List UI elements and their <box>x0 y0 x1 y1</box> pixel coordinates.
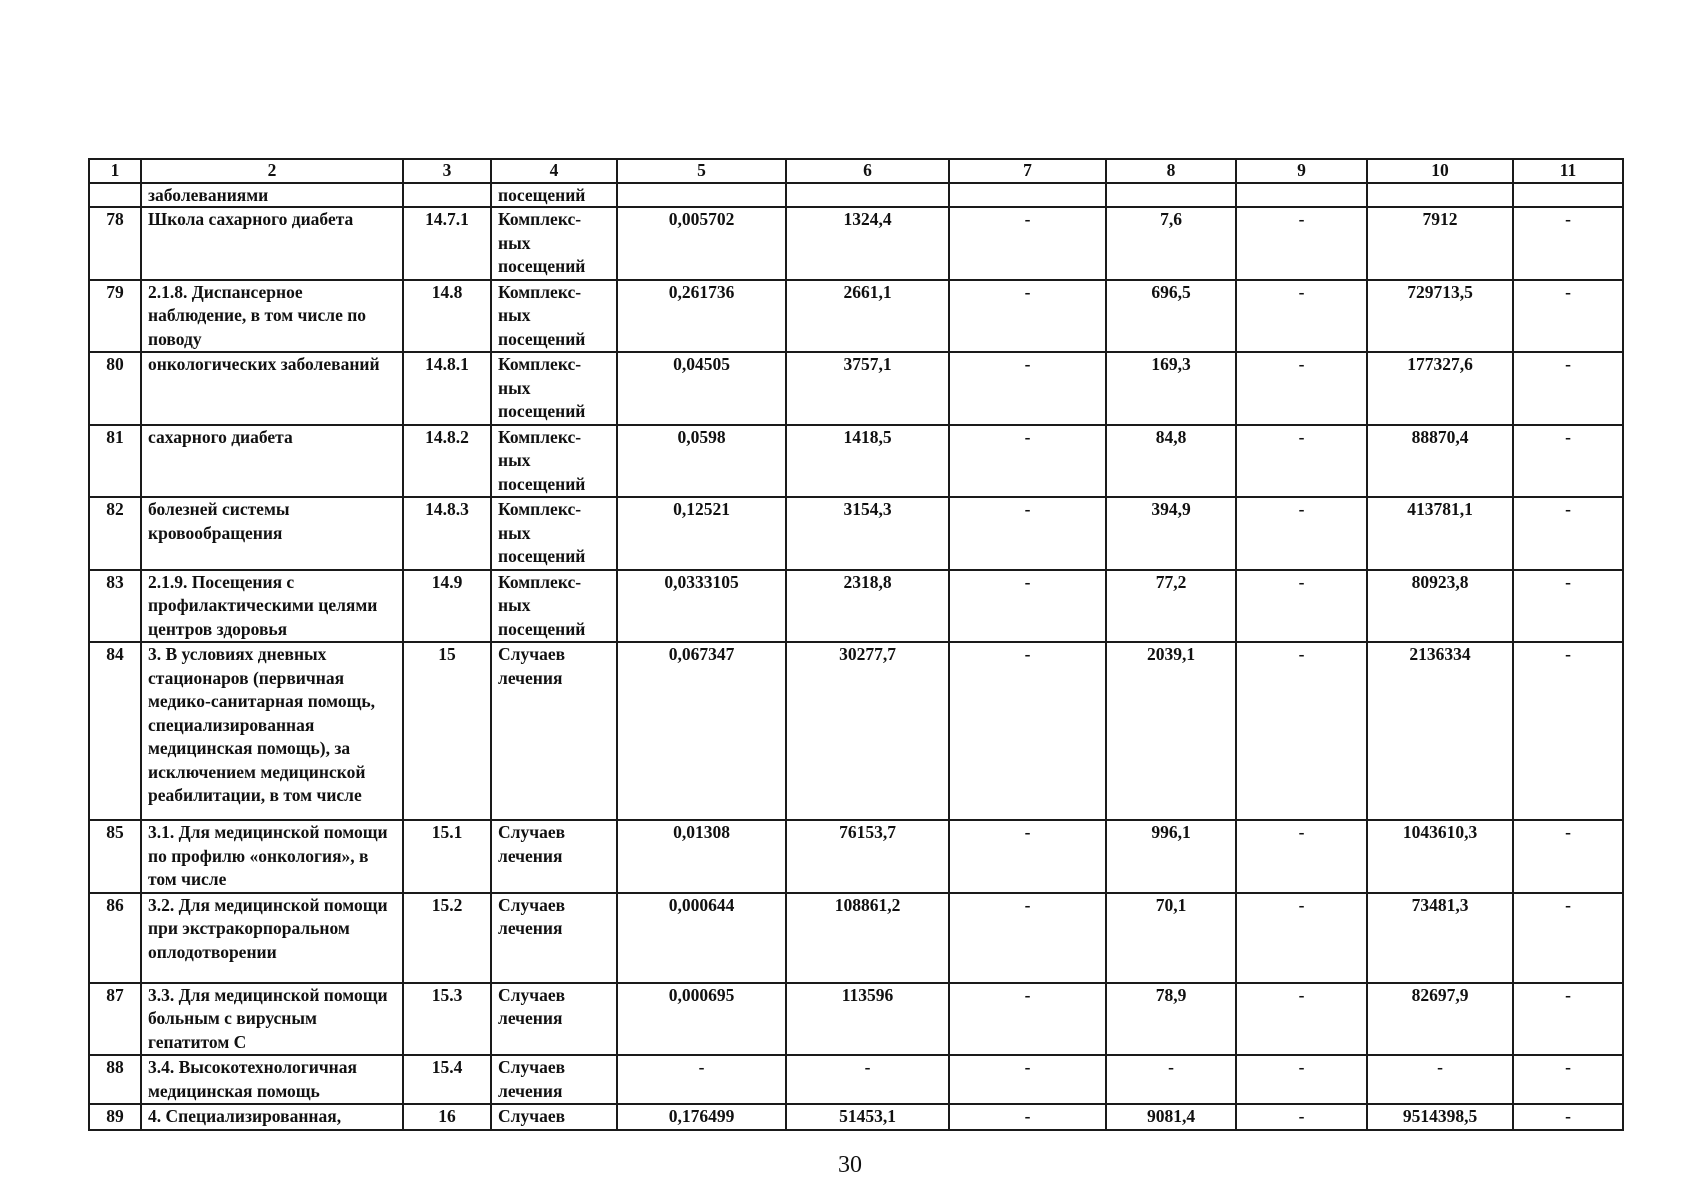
table-cell-number: 80 <box>89 352 141 425</box>
table-cell-col11: - <box>1513 352 1623 425</box>
table-cell-col10: - <box>1367 1055 1513 1104</box>
table-cell-col9: - <box>1236 280 1367 353</box>
table-cell-col6: - <box>786 1055 949 1104</box>
table-cell-col9: - <box>1236 207 1367 280</box>
table-cell-unit: Комплекс- ных посещений <box>491 280 617 353</box>
table-cell-col11: - <box>1513 642 1623 820</box>
table-cell-col7: - <box>949 497 1106 570</box>
table-cell-col5: 0,261736 <box>617 280 786 353</box>
table-cell-name: заболеваниями <box>141 183 403 207</box>
table-cell-col9: - <box>1236 1104 1367 1130</box>
table-cell-col7: - <box>949 820 1106 893</box>
table-cell-col11: - <box>1513 425 1623 498</box>
table-row <box>89 497 1623 570</box>
table-cell-code: 15 <box>403 642 491 820</box>
table-cell-col8: 84,8 <box>1106 425 1236 498</box>
table-cell-unit: Комплекс- ных посещений <box>491 570 617 643</box>
table-cell-col10: 1043610,3 <box>1367 820 1513 893</box>
table-cell-col10: 80923,8 <box>1367 570 1513 643</box>
table-cell-name: Школа сахарного диабета <box>141 207 403 280</box>
table-cell-col5: 0,176499 <box>617 1104 786 1130</box>
table-cell-number: 83 <box>89 570 141 643</box>
table-cell-col8: 696,5 <box>1106 280 1236 353</box>
table-cell <box>1106 183 1236 207</box>
table-cell-col5: 0,000695 <box>617 983 786 1056</box>
table-cell-col9: - <box>1236 570 1367 643</box>
table-cell-unit: Случаев лечения <box>491 820 617 893</box>
table-cell-number: 87 <box>89 983 141 1056</box>
header-cell-2: 2 <box>141 159 403 183</box>
table-cell-col9: - <box>1236 642 1367 820</box>
table-cell <box>89 183 141 207</box>
table-cell-col6: 108861,2 <box>786 893 949 983</box>
table-row <box>89 425 1623 498</box>
table-cell <box>786 183 949 207</box>
table-row <box>89 207 1623 280</box>
table-cell-col5: 0,0333105 <box>617 570 786 643</box>
table-cell-col10: 2136334 <box>1367 642 1513 820</box>
table-cell-col11: - <box>1513 820 1623 893</box>
table-cell-code: 15.4 <box>403 1055 491 1104</box>
table-row <box>89 1055 1623 1104</box>
table-cell-col7: - <box>949 1055 1106 1104</box>
table-cell-code: 14.8.3 <box>403 497 491 570</box>
table-cell <box>403 183 491 207</box>
table-cell-col6: 113596 <box>786 983 949 1056</box>
table-cell-unit: Случаев лечения <box>491 1055 617 1104</box>
table-row <box>89 893 1623 983</box>
table-cell-code: 14.8.2 <box>403 425 491 498</box>
table-cell-unit: Случаев лечения <box>491 642 617 820</box>
table-cell-number: 82 <box>89 497 141 570</box>
header-cell-7: 7 <box>949 159 1106 183</box>
page-number: 30 <box>838 1152 862 1178</box>
table-cell-name: 3. В условиях дневных стационаров (первичная медико-санитарная помощь, специализированная медицинская помощь), за исключением медицинской реабилитации, в том числе <box>141 642 403 820</box>
table-cell-col6: 30277,7 <box>786 642 949 820</box>
table-cell-col5: 0,12521 <box>617 497 786 570</box>
header-cell-9: 9 <box>1236 159 1367 183</box>
table-cell-code: 16 <box>403 1104 491 1130</box>
table-cell-code: 14.9 <box>403 570 491 643</box>
table-cell-col5: 0,04505 <box>617 352 786 425</box>
table-cell-name: онкологических заболеваний <box>141 352 403 425</box>
table-cell-col11: - <box>1513 207 1623 280</box>
table-cell-col8: 70,1 <box>1106 893 1236 983</box>
table-cell-name: болезней системы кровообращения <box>141 497 403 570</box>
table-cell-name: 3.2. Для медицинской помощи при экстракорпоральном оплодотворении <box>141 893 403 983</box>
table-cell-number: 78 <box>89 207 141 280</box>
table-cell-number: 79 <box>89 280 141 353</box>
table-cell <box>949 183 1106 207</box>
table-cell <box>1513 183 1623 207</box>
table-cell-col10: 177327,6 <box>1367 352 1513 425</box>
table-cell-col7: - <box>949 1104 1106 1130</box>
table-cell-code: 15.3 <box>403 983 491 1056</box>
table-cell-col5: 0,01308 <box>617 820 786 893</box>
table-cell-code: 15.1 <box>403 820 491 893</box>
table-cell-unit: Случаев <box>491 1104 617 1130</box>
table-cell-col10: 73481,3 <box>1367 893 1513 983</box>
table-cell-unit: Случаев лечения <box>491 983 617 1056</box>
table-cell-col5: 0,0598 <box>617 425 786 498</box>
table-cell-col7: - <box>949 983 1106 1056</box>
table-cell-col6: 3154,3 <box>786 497 949 570</box>
table-cell-code: 15.2 <box>403 893 491 983</box>
table-cell-name: сахарного диабета <box>141 425 403 498</box>
table-cell-col6: 1418,5 <box>786 425 949 498</box>
header-cell-8: 8 <box>1106 159 1236 183</box>
continuation-row <box>89 183 1623 207</box>
header-cell-5: 5 <box>617 159 786 183</box>
table-cell-col9: - <box>1236 893 1367 983</box>
table-cell-col7: - <box>949 425 1106 498</box>
table-cell-name: 4. Специализированная, <box>141 1104 403 1130</box>
table-cell-col6: 2318,8 <box>786 570 949 643</box>
table-cell-col8: 9081,4 <box>1106 1104 1236 1130</box>
table-cell-col8: 77,2 <box>1106 570 1236 643</box>
table-cell-col11: - <box>1513 1055 1623 1104</box>
table-cell-unit: Комплекс- ных посещений <box>491 207 617 280</box>
table-cell-col8: - <box>1106 1055 1236 1104</box>
table-row <box>89 820 1623 893</box>
table-cell-col5: 0,000644 <box>617 893 786 983</box>
table-cell-name: 3.4. Высокотехнологичная медицинская помощь <box>141 1055 403 1104</box>
table-cell-col8: 2039,1 <box>1106 642 1236 820</box>
header-cell-1: 1 <box>89 159 141 183</box>
table-cell-col10: 413781,1 <box>1367 497 1513 570</box>
table-row <box>89 352 1623 425</box>
table-cell-col6: 3757,1 <box>786 352 949 425</box>
table-cell-col7: - <box>949 280 1106 353</box>
table-cell-col11: - <box>1513 280 1623 353</box>
table-cell-unit: Комплекс- ных посещений <box>491 425 617 498</box>
header-cell-11: 11 <box>1513 159 1623 183</box>
table-cell-number: 86 <box>89 893 141 983</box>
table-row <box>89 280 1623 353</box>
header-cell-3: 3 <box>403 159 491 183</box>
header-cell-10: 10 <box>1367 159 1513 183</box>
table-cell-unit: Случаев лечения <box>491 893 617 983</box>
table-cell <box>617 183 786 207</box>
table-cell-code: 14.8.1 <box>403 352 491 425</box>
table-cell-col6: 76153,7 <box>786 820 949 893</box>
table-cell-col9: - <box>1236 425 1367 498</box>
table-cell-col10: 88870,4 <box>1367 425 1513 498</box>
table-cell-code: 14.7.1 <box>403 207 491 280</box>
table-cell-col7: - <box>949 207 1106 280</box>
table-cell-col9: - <box>1236 497 1367 570</box>
table-row <box>89 570 1623 643</box>
table-row <box>89 1104 1623 1130</box>
table-cell-col8: 7,6 <box>1106 207 1236 280</box>
table-cell-col6: 2661,1 <box>786 280 949 353</box>
table-cell-col8: 996,1 <box>1106 820 1236 893</box>
table-cell-col6: 1324,4 <box>786 207 949 280</box>
table-cell-col9: - <box>1236 820 1367 893</box>
table-cell-unit: Комплекс- ных посещений <box>491 497 617 570</box>
table-cell-code: 14.8 <box>403 280 491 353</box>
table-row <box>89 642 1623 820</box>
table-cell-unit: посещений <box>491 183 617 207</box>
table-cell-col9: - <box>1236 352 1367 425</box>
header-cell-6: 6 <box>786 159 949 183</box>
table-cell-col11: - <box>1513 983 1623 1056</box>
table-cell-number: 81 <box>89 425 141 498</box>
table-cell-number: 89 <box>89 1104 141 1130</box>
table-cell-col10: 729713,5 <box>1367 280 1513 353</box>
table-cell-number: 84 <box>89 642 141 820</box>
table-cell-col7: - <box>949 642 1106 820</box>
table-cell-name: 3.3. Для медицинской помощи больным с вирусным гепатитом С <box>141 983 403 1056</box>
table-cell-col11: - <box>1513 1104 1623 1130</box>
table-cell-col5: 0,005702 <box>617 207 786 280</box>
table-cell-unit: Комплекс- ных посещений <box>491 352 617 425</box>
table-cell <box>1367 183 1513 207</box>
table-cell-col7: - <box>949 570 1106 643</box>
table-cell-col5: 0,067347 <box>617 642 786 820</box>
table-cell-col11: - <box>1513 893 1623 983</box>
header-row <box>89 159 1623 183</box>
table-cell-name: 3.1. Для медицинской помощи по профилю «онкология», в том числе <box>141 820 403 893</box>
table-cell-col7: - <box>949 893 1106 983</box>
data-table <box>88 158 1624 1131</box>
table-cell-col8: 394,9 <box>1106 497 1236 570</box>
table-cell-col10: 9514398,5 <box>1367 1104 1513 1130</box>
table-cell-col5: - <box>617 1055 786 1104</box>
table-cell-col10: 82697,9 <box>1367 983 1513 1056</box>
table-cell-col10: 7912 <box>1367 207 1513 280</box>
table-cell-number: 85 <box>89 820 141 893</box>
table-cell-col9: - <box>1236 983 1367 1056</box>
table-cell-col11: - <box>1513 570 1623 643</box>
table-cell-col11: - <box>1513 497 1623 570</box>
table-cell-col8: 169,3 <box>1106 352 1236 425</box>
table-cell-col7: - <box>949 352 1106 425</box>
table-cell-name: 2.1.8. Диспансерное наблюдение, в том числе по поводу <box>141 280 403 353</box>
table-cell-col6: 51453,1 <box>786 1104 949 1130</box>
table-cell-number: 88 <box>89 1055 141 1104</box>
table-cell-name: 2.1.9. Посещения с профилактическими целями центров здоровья <box>141 570 403 643</box>
table-cell-col8: 78,9 <box>1106 983 1236 1056</box>
table-cell <box>1236 183 1367 207</box>
table-cell-col9: - <box>1236 1055 1367 1104</box>
table-row <box>89 983 1623 1056</box>
header-cell-4: 4 <box>491 159 617 183</box>
